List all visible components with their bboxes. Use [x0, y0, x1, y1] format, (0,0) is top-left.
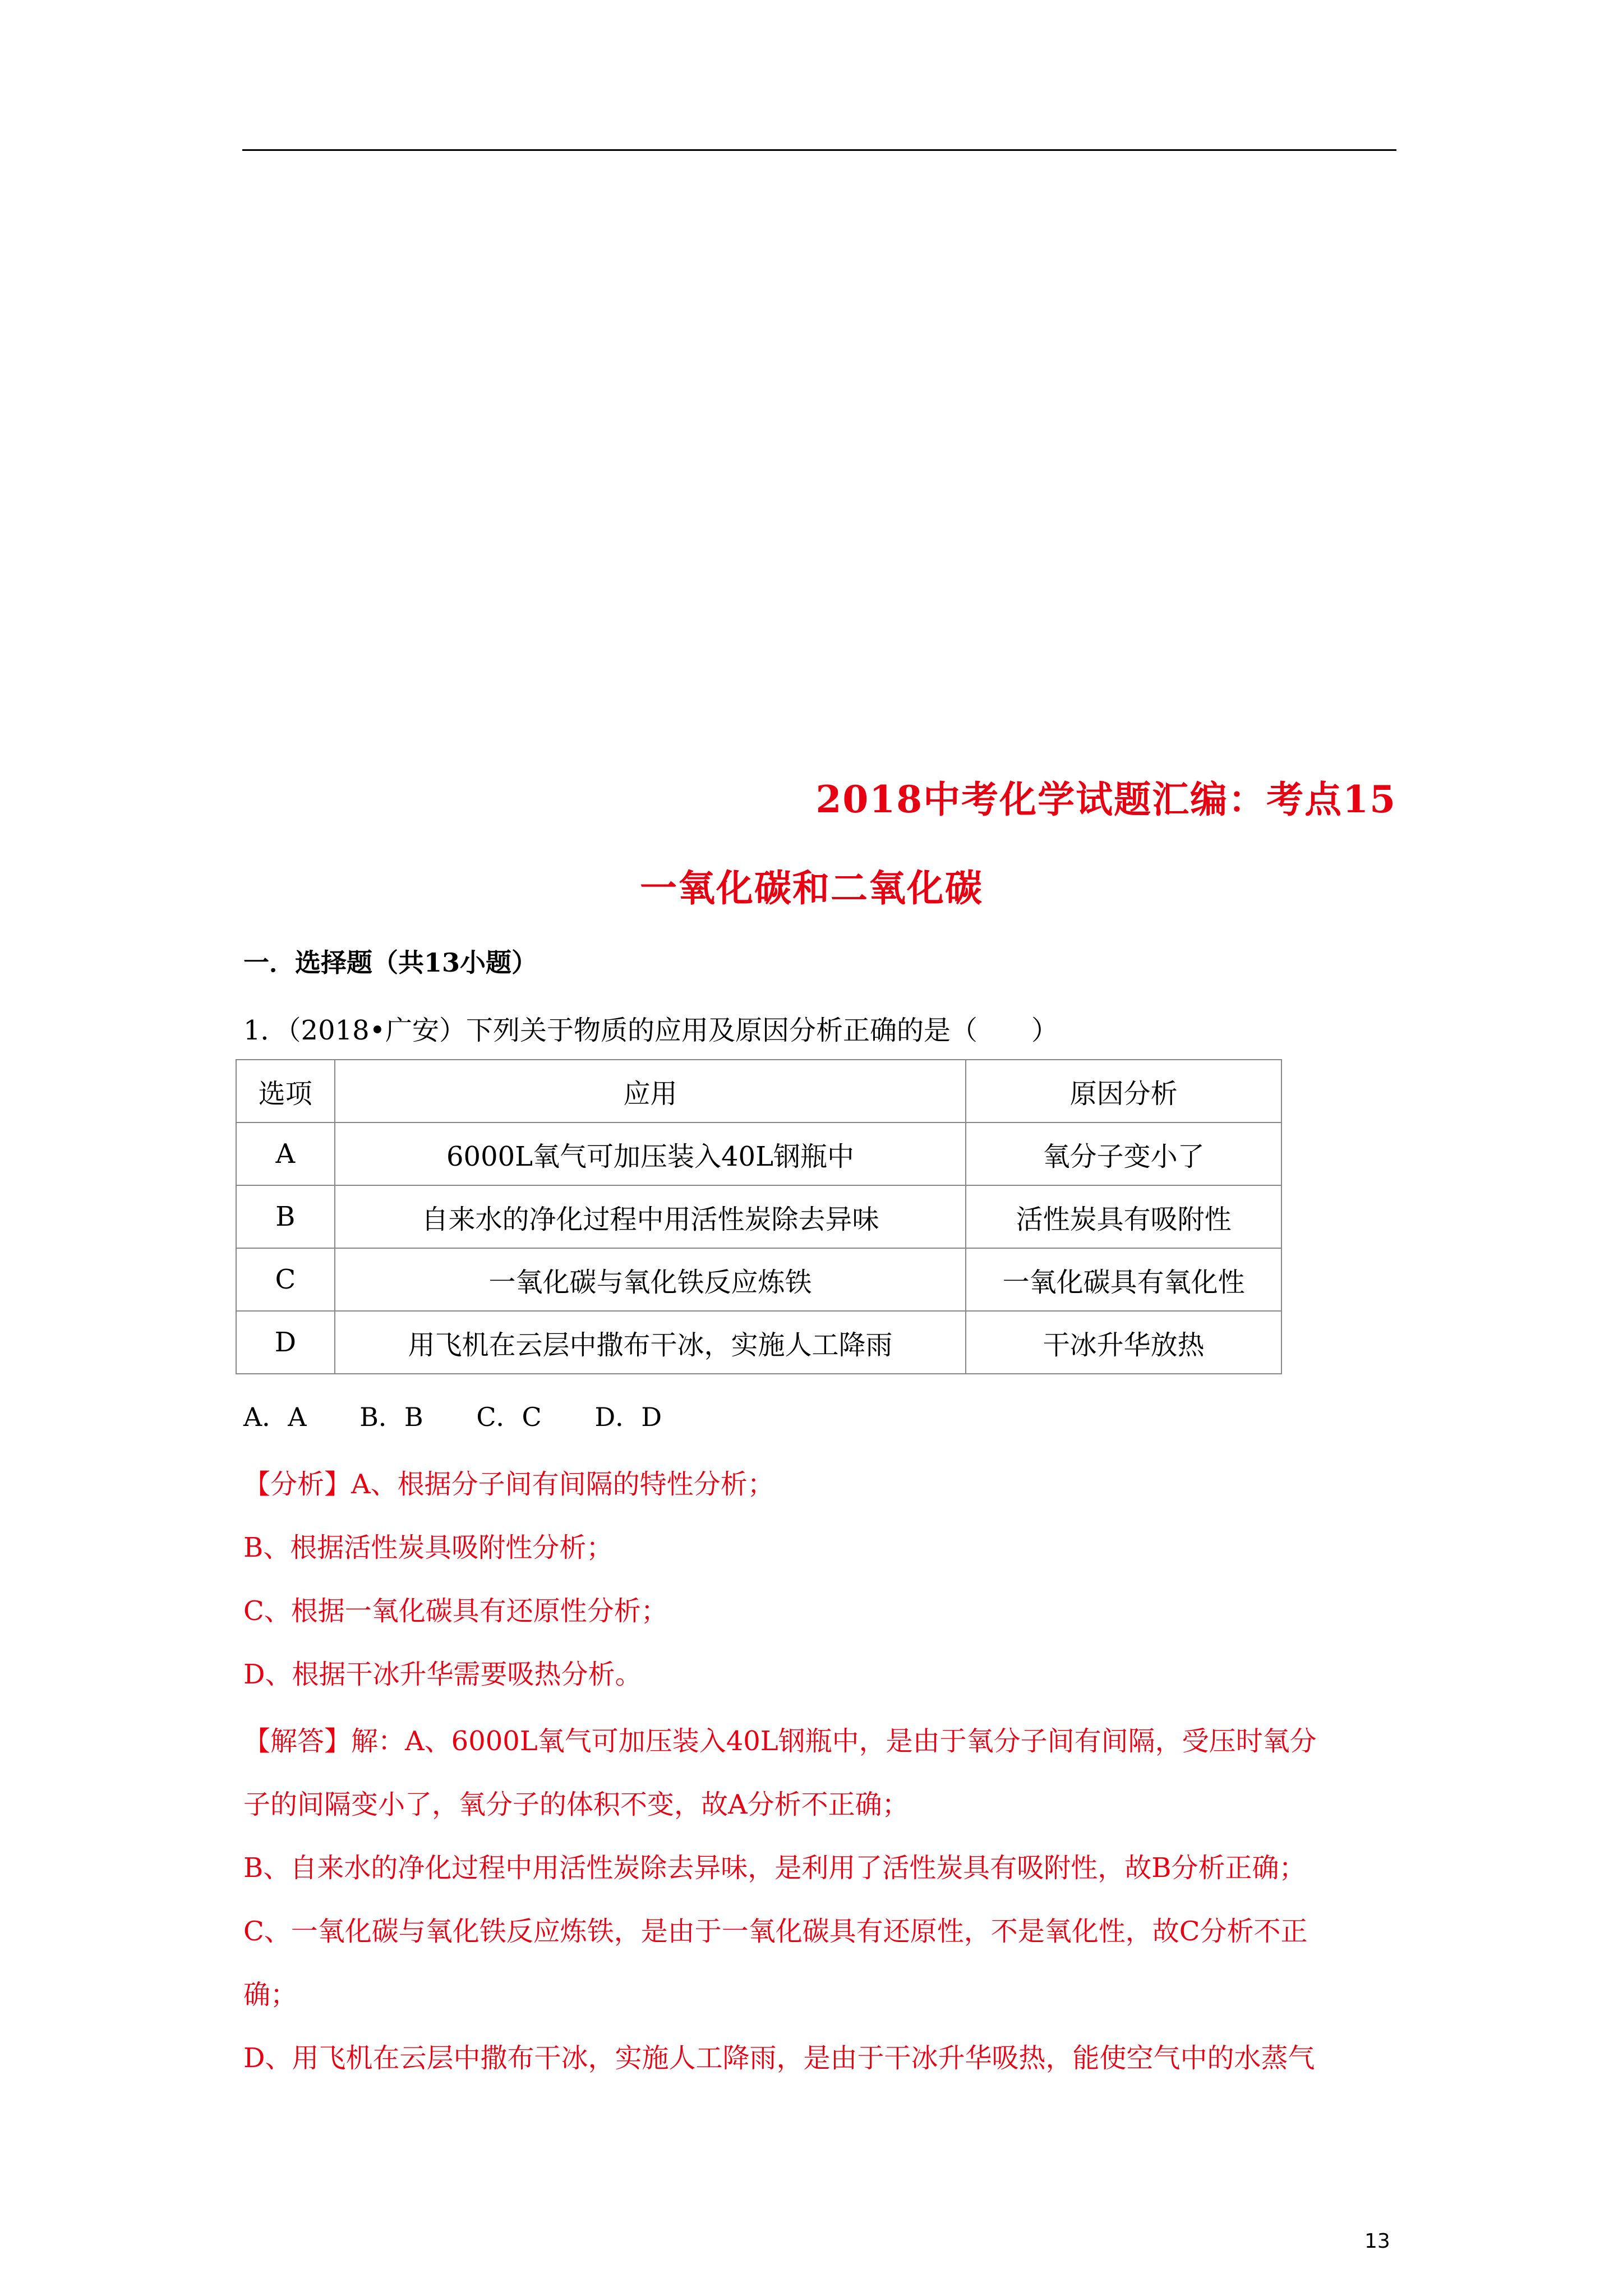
table-cell: 自来水的净化过程中用活性炭除去异味 [335, 1185, 966, 1248]
page-number: 13 [1364, 2230, 1390, 2253]
question-stem: 1．（2018•广安）下列关于物质的应用及原因分析正确的是（ ） [243, 1015, 1059, 1046]
header-rule [242, 149, 1396, 151]
choice-a: A．A [243, 1402, 307, 1432]
choice-d: D．D [594, 1402, 662, 1432]
table-row [236, 1185, 1281, 1248]
table-cell: A [236, 1122, 335, 1185]
analysis-line: D、根据干冰升华需要吸热分析。 [243, 1659, 642, 1690]
analysis-line: 【分析】A、根据分子间有间隔的特性分析； [243, 1469, 774, 1500]
table-cell: 氧分子变小了 [966, 1122, 1281, 1185]
table-cell: 6000L氧气可加压装入40L钢瓶中 [335, 1122, 966, 1185]
table-row [236, 1311, 1281, 1374]
table-row [236, 1122, 1281, 1185]
table-cell: C [236, 1248, 335, 1311]
solution-line: D、用飞机在云层中撒布干冰，实施人工降雨，是由于干冰升华吸热，能使空气中的水蒸气 [243, 2042, 1315, 2074]
table-header-cell: 应用 [335, 1060, 966, 1122]
document-subtitle: 一氧化碳和二氧化碳 [640, 866, 983, 910]
table-row [236, 1248, 1281, 1311]
choice-b: B．B [359, 1402, 423, 1432]
choice-c: C．C [476, 1402, 542, 1432]
options-table [236, 1059, 1282, 1374]
solution-line: 【解答】解：A、6000L氧气可加压装入40L钢瓶中，是由于氧分子间有间隔，受压时氧分 [243, 1726, 1317, 1757]
solution-line: 子的间隔变小了，氧分子的体积不变，故A分析不正确； [243, 1789, 909, 1820]
table-cell: 一氧化碳与氧化铁反应炼铁 [335, 1248, 966, 1311]
analysis-line: C、根据一氧化碳具有还原性分析； [243, 1595, 668, 1627]
table-cell: 用飞机在云层中撒布干冰，实施人工降雨 [335, 1311, 966, 1374]
answer-choices [243, 1397, 707, 1434]
table-cell: D [236, 1311, 335, 1374]
table-header-row [236, 1060, 1281, 1122]
analysis-line: B、根据活性炭具吸附性分析； [243, 1532, 614, 1563]
table-cell: 一氧化碳具有氧化性 [966, 1248, 1281, 1311]
document-title: 2018中考化学试题汇编：考点15 [815, 777, 1396, 821]
table-header-cell: 原因分析 [966, 1060, 1281, 1122]
solution-line: B、自来水的净化过程中用活性炭除去异味，是利用了活性炭具有吸附性，故B分析正确； [243, 1852, 1306, 1884]
table-cell: 干冰升华放热 [966, 1311, 1281, 1374]
section-heading: 一．选择题（共13小题） [243, 947, 538, 978]
table-header-cell: 选项 [236, 1060, 335, 1122]
solution-line: C、一氧化碳与氧化铁反应炼铁，是由于一氧化碳具有还原性，不是氧化性，故C分析不正 [243, 1916, 1308, 1947]
solution-line: 确； [243, 1979, 298, 2010]
table-cell: B [236, 1185, 335, 1248]
table-cell: 活性炭具有吸附性 [966, 1185, 1281, 1248]
